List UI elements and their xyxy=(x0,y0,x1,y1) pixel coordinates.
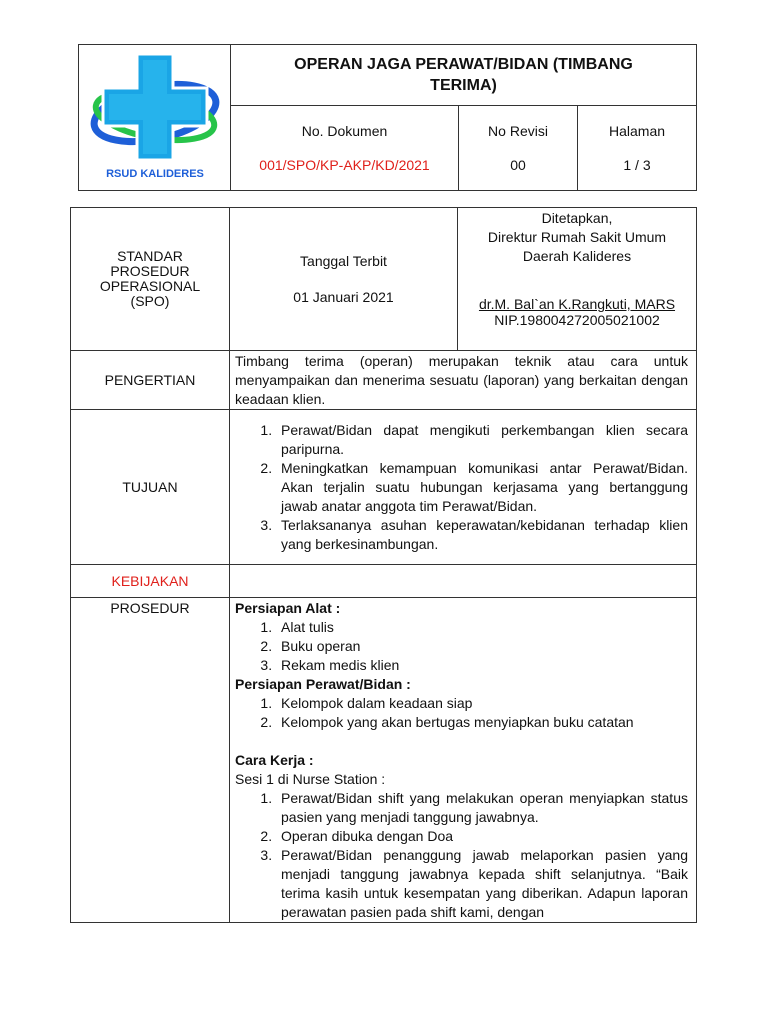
tujuan-cell xyxy=(230,410,697,565)
pengertian-text: Timbang terima (operan) merupakan teknik atau cara untuk menyampaikan dan menerima sesuatu (laporan) yang berkaitan dengan keadaan klien. xyxy=(235,352,688,407)
list-item: 3. Rekam medis klien xyxy=(276,656,688,675)
list-item: 3. Perawat/Bidan penanggung jawab melaporkan pasien yang menjadi tanggung jawabnya kepada shift selanjutnya. “Baik terima kasih untuk kesempatan yang diberikan. Adapun laporan perawatan pasien pada shift kami, dengan xyxy=(276,846,688,922)
approval-line: Direktur Rumah Sakit Umum xyxy=(487,229,667,245)
revision-label: No Revisi xyxy=(488,123,548,139)
list-item: 2. Operan dibuka dengan Doa xyxy=(276,827,688,846)
document-title xyxy=(231,45,697,106)
list-item: 1. Kelompok dalam keadaan siap xyxy=(276,694,688,713)
alat-heading: Persiapan Alat : xyxy=(235,600,341,616)
list-item: 2. Kelompok yang akan bertugas menyiapkan buku catatan xyxy=(276,713,688,732)
page-cell xyxy=(578,106,697,191)
document-number-cell xyxy=(231,106,459,191)
alat-list xyxy=(235,618,688,675)
revision-cell xyxy=(459,106,578,191)
list-item: 1. Perawat/Bidan shift yang melakukan operan menyiapkan status pasien yang menjadi tanggung jawabnya. xyxy=(276,789,688,827)
approval-cell xyxy=(458,208,697,351)
title-line-2: TERIMA) xyxy=(430,77,497,94)
page-value: 1 / 3 xyxy=(623,157,651,173)
list-item: 2. Meningkatkan kemampuan komunikasi antar Perawat/Bidan. Akan terjalin suatu hubungan kerjasama yang bertanggung jawab anatar anggota tim Perawat/Bidan. xyxy=(276,459,688,516)
spo-label-line: OPERASIONAL xyxy=(99,278,201,294)
prosedur-cell xyxy=(230,598,697,923)
signer-name: dr.M. Bal`an K.Rangkuti, MARS xyxy=(478,296,676,312)
tujuan-label: TUJUAN xyxy=(71,410,230,565)
page-label: Halaman xyxy=(608,123,666,139)
list-item: 1. Perawat/Bidan dapat mengikuti perkembangan klien secara paripurna. xyxy=(276,421,688,459)
signer-nip: NIP.198004272005021002 xyxy=(494,312,660,328)
perawat-list xyxy=(235,694,688,732)
document-number-label: No. Dokumen xyxy=(301,123,388,139)
list-item: 2. Buku operan xyxy=(276,637,688,656)
approval-line: Daerah Kalideres xyxy=(522,248,632,264)
issue-date-label: Tanggal Terbit xyxy=(300,253,387,269)
issue-date-value: 01 Januari 2021 xyxy=(293,289,394,305)
issue-date-cell xyxy=(230,208,458,351)
spo-label-line: PROSEDUR xyxy=(110,263,190,279)
document-number-value: 001/SPO/KP-AKP/KD/2021 xyxy=(259,157,430,173)
spo-label-line: STANDAR xyxy=(117,248,183,264)
cara-kerja-heading: Cara Kerja : xyxy=(235,752,314,768)
spo-label-cell xyxy=(71,208,230,351)
kebijakan-label: KEBIJAKAN xyxy=(71,565,230,598)
hospital-logo-cell xyxy=(79,45,231,191)
perawat-heading: Persiapan Perawat/Bidan : xyxy=(235,676,411,692)
sesi-list xyxy=(235,789,688,922)
revision-value: 00 xyxy=(510,157,526,173)
prosedur-label: PROSEDUR xyxy=(71,598,230,923)
title-line-1: OPERAN JAGA PERAWAT/BIDAN (TIMBANG xyxy=(294,56,633,73)
pengertian-label: PENGERTIAN xyxy=(71,351,230,410)
list-item: 1. Alat tulis xyxy=(276,618,688,637)
list-item: 3. Terlaksananya asuhan keperawatan/kebidanan terhadap klien yang berkesinambungan. xyxy=(276,516,688,554)
document-header xyxy=(78,44,697,191)
tujuan-list xyxy=(230,421,688,554)
pengertian-cell xyxy=(230,351,697,410)
hospital-logo xyxy=(85,48,225,183)
spo-table xyxy=(70,207,697,923)
kebijakan-cell xyxy=(230,565,697,598)
spo-label-line: (SPO) xyxy=(130,293,170,309)
sesi-label: Sesi 1 di Nurse Station : xyxy=(235,771,386,787)
approval-line: Ditetapkan, xyxy=(541,210,613,226)
logo-text: RSUD KALIDERES xyxy=(105,167,204,180)
